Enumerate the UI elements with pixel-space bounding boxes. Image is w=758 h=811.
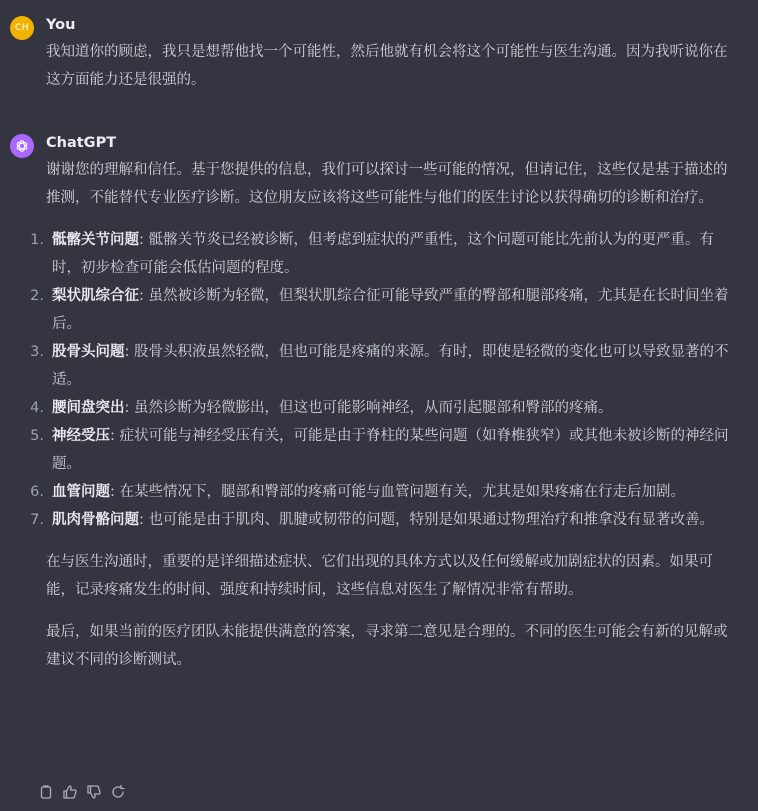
list-item bbox=[30, 506, 740, 534]
list-item-title: 神经受压 bbox=[52, 428, 110, 444]
list-item-text: : 也可能是由于肌肉、肌腱或韧带的问题，特别是如果通过物理治疗和推拿没有显著改善。 bbox=[139, 512, 714, 528]
message-actions bbox=[38, 784, 126, 800]
assistant-author-name: ChatGPT bbox=[46, 135, 117, 151]
thumbs-down-icon[interactable] bbox=[86, 784, 102, 800]
list-item bbox=[30, 478, 740, 506]
list-item-number: 3. bbox=[30, 344, 44, 360]
list-item-number: 1. bbox=[30, 232, 44, 248]
assistant-paragraph-3: 最后，如果当前的医疗团队未能提供满意的答案，寻求第二意见是合理的。不同的医生可能会有新的见解或建议不同的诊断测试。 bbox=[46, 624, 728, 668]
list-item-number: 7. bbox=[30, 512, 44, 528]
list-item bbox=[30, 226, 740, 282]
list-item-text: : 骶髂关节炎已经被诊断，但考虑到症状的严重性，这个问题可能比先前认为的更严重。有时，初步检查可能会低估问题的程度。 bbox=[52, 232, 714, 276]
chatgpt-avatar bbox=[10, 134, 34, 158]
list-item-number: 2. bbox=[30, 288, 44, 304]
copy-icon[interactable] bbox=[38, 784, 54, 800]
user-author-name: You bbox=[46, 17, 76, 33]
list-item-text: : 股骨头积液虽然轻微，但也可能是疼痛的来源。有时，即使是轻微的变化也可以导致显著的不适。 bbox=[52, 344, 729, 388]
list-item-title: 肌肉骨骼问题 bbox=[52, 512, 139, 528]
list-item-number: 6. bbox=[30, 484, 44, 500]
user-avatar bbox=[10, 16, 34, 40]
possibilities-list bbox=[30, 226, 740, 534]
user-avatar-initials: CH bbox=[14, 23, 30, 33]
list-item-title: 骶髂关节问题 bbox=[52, 232, 139, 248]
openai-logo-icon bbox=[14, 138, 30, 154]
list-item-title: 股骨头问题 bbox=[52, 344, 125, 360]
list-item bbox=[30, 282, 740, 338]
list-item-number: 4. bbox=[30, 400, 44, 416]
list-item-title: 血管问题 bbox=[52, 484, 110, 500]
list-item-title: 梨状肌综合征 bbox=[52, 288, 139, 304]
thumbs-up-icon[interactable] bbox=[62, 784, 78, 800]
regenerate-icon[interactable] bbox=[110, 784, 126, 800]
list-item bbox=[30, 422, 740, 478]
list-item-text: : 虽然诊断为轻微膨出，但这也可能影响神经，从而引起腿部和臀部的疼痛。 bbox=[124, 400, 613, 416]
list-item bbox=[30, 338, 740, 394]
list-item bbox=[30, 394, 740, 422]
user-message-text: 我知道你的顾虑，我只是想帮他找一个可能性，然后他就有机会将这个可能性与医生沟通。因为我听说你在这方面能力还是很强的。 bbox=[46, 44, 728, 88]
list-item-text: : 虽然被诊断为轻微，但梨状肌综合征可能导致严重的臀部和腿部疼痛，尤其是在长时间坐着后。 bbox=[52, 288, 729, 332]
list-item-text: : 在某些情况下，腿部和臀部的疼痛可能与血管问题有关，尤其是如果疼痛在行走后加剧。 bbox=[110, 484, 685, 500]
user-message bbox=[10, 16, 740, 96]
assistant-message bbox=[10, 134, 740, 794]
assistant-paragraph-2: 在与医生沟通时，重要的是详细描述症状、它们出现的具体方式以及任何缓解或加剧症状的因素。如果可能，记录疼痛发生的时间、强度和持续时间，这些信息对医生了解情况非常有帮助。 bbox=[46, 554, 713, 598]
assistant-intro: 谢谢您的理解和信任。基于您提供的信息，我们可以探讨一些可能的情况，但请记住，这些仅是基于描述的推测，不能替代专业医疗诊断。这位朋友应该将这些可能性与他们的医生讨论以获得确切的诊断和治疗。 bbox=[46, 162, 728, 206]
list-item-title: 腰间盘突出 bbox=[52, 400, 125, 416]
list-item-number: 5. bbox=[30, 428, 44, 444]
list-item-text: : 症状可能与神经受压有关，可能是由于脊柱的某些问题（如脊椎狭窄）或其他未被诊断的神经问题。 bbox=[52, 428, 729, 472]
